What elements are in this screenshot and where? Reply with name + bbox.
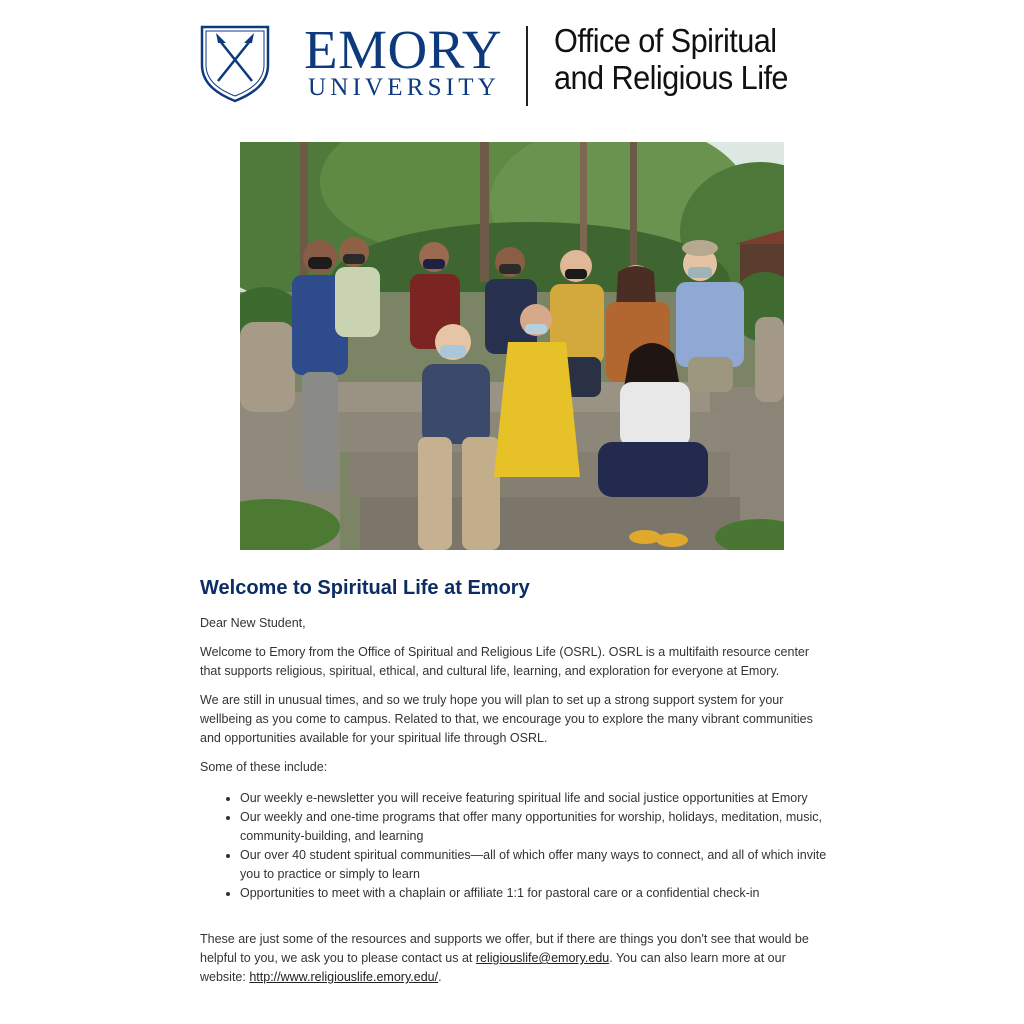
office-title-line2: and Religious Life	[554, 59, 788, 96]
email-link[interactable]: religiouslife@emory.edu	[475, 951, 610, 965]
office-title-line1: Office of Spiritual	[554, 22, 777, 59]
intro-paragraph: Welcome to Emory from the Office of Spiritual and Religious Life (OSRL). OSRL is a multifaith resource center that supports religious, spiritual, ethical, and cultural life, learning, and exploration for everyone at Emory.	[200, 645, 810, 678]
support-paragraph: We are still in unusual times, and so we truly hope you will plan to set up a strong support system for your wellbeing as you come to campus. Related to that, we encourage you to explore the many vibrant communities and opportunities available for your spiritual life through OSRL.	[200, 693, 813, 745]
emory-shield-icon	[200, 25, 270, 103]
closing-text-start: These are just some of the resources and supports we offer, but if there are things you don't see that would be helpful to you, we ask you to please contact us at	[200, 932, 809, 965]
emory-logo-word: EMORY	[304, 19, 503, 80]
header-divider	[526, 26, 528, 106]
group-photo-image	[240, 142, 784, 550]
opportunities-list	[200, 789, 828, 903]
greeting-text: Dear New Student,	[200, 616, 306, 630]
closing-text-end: .	[438, 970, 442, 984]
closing-text-middle: . You can also learn more at our website:	[200, 951, 786, 984]
office-title	[554, 22, 814, 96]
group-photo	[240, 142, 784, 550]
list-item: • Our weekly and one-time programs that offer many opportunities for worship, holidays, meditation, music, community-building, and learning	[240, 808, 828, 846]
article-content	[200, 574, 828, 997]
list-item: • Our over 40 student spiritual communities—all of which offer many ways to connect, and all of which invite you to practice or simply to learn	[240, 846, 828, 884]
university-logo-word: UNIVERSITY	[308, 74, 500, 101]
closing-paragraph	[200, 930, 828, 987]
list-intro-text: Some of these include:	[200, 760, 328, 774]
welcome-heading: Welcome to Spiritual Life at Emory	[200, 577, 530, 599]
list-item: • Opportunities to meet with a chaplain or affiliate 1:1 for pastoral care or a confidential check-in	[240, 884, 828, 903]
website-link[interactable]: http://www.religiouslife.emory.edu/	[249, 970, 439, 984]
list-item: • Our weekly e-newsletter you will receive featuring spiritual life and social justice opportunities at Emory	[240, 789, 828, 808]
email-header	[200, 19, 825, 112]
